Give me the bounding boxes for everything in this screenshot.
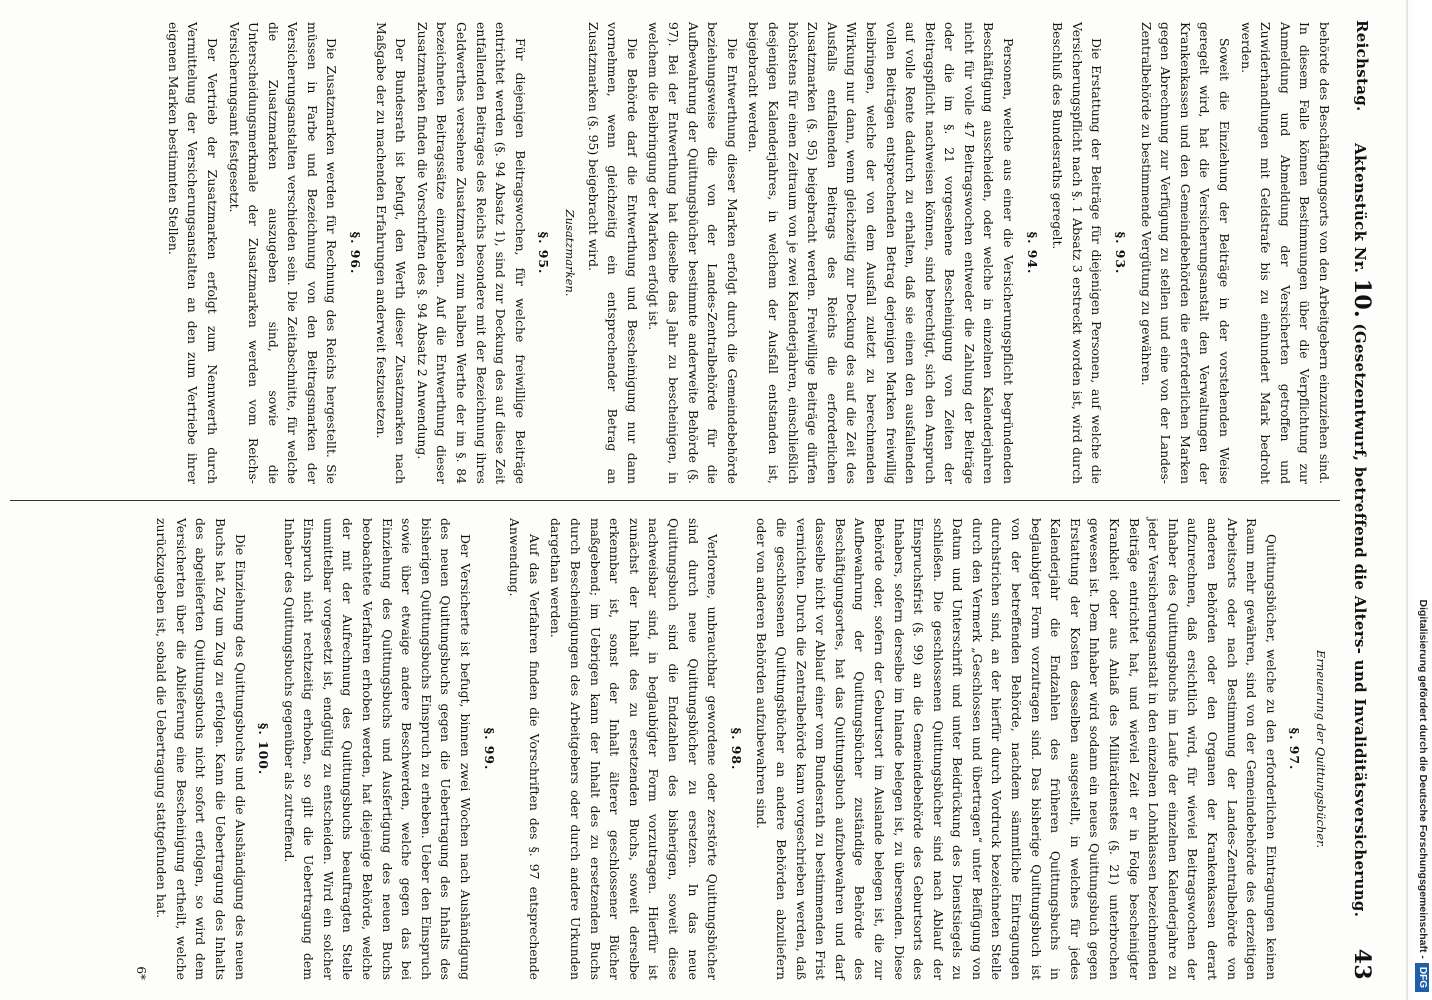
page-number: 43: [1349, 948, 1375, 980]
paragraph: Die Erstattung der Beiträge für diejenigen Personen, auf welche die Versicherungspflicht nach §. 1 Absatz 3 erstreckt worden ist, wird durch Beschluß des Bundesraths geregelt.: [1050, 22, 1105, 484]
header-left: Reichstag.: [1353, 20, 1371, 112]
dfg-logo: DFG: [1415, 963, 1429, 992]
page-header: [1342, 20, 1382, 980]
paragraph: Die Einziehung des Quittungsbuchs und die Aushändigung des neuen Buchs hat Zug um Zug zu erfolgen. Kann die Uebertragung des Inhalts des abgelieferten Quittungsbuchs nicht sofort erfolgen, so wird dem Versicherten über die Ablieferung eine Bescheinigung ertheilt, welche zurückzugeben ist, sobald die Uebertragung stattgefunden hat.: [154, 518, 248, 980]
section-heading: §. 98.: [728, 727, 744, 771]
page-edge: [1406, 0, 1408, 1000]
section-heading: §. 93.: [1113, 231, 1129, 275]
header-number: 10.: [1349, 278, 1375, 318]
section-heading: §. 97.: [1287, 727, 1303, 771]
paragraph: Soweit die Einziehung der Beiträge in der vorstehenden Weise geregelt wird, hat die Versicherungsanstalt den Verwaltungen der Krankenkassen und den Gemeindebehörden die erforderlichen Marken gegen Abrechnung zur Verfügung zu stellen und eine von der Landes-Zentralbehörde zu bestimmende Vergütung zu gewähren.: [1138, 22, 1233, 484]
paragraph: Die Entwerthung dieser Marken erfolgt durch die Gemeindebehörde beziehungsweise die von der Landes-Zentralbehörde für die Aufbewahrung der Quittungsbücher bestimmte anderweite Behörde (§. 97). Bei der Entwerthung hat dieselbe das Jahr zu bescheinigen, in welchem die Beibringung der Marken erfolgt ist.: [646, 22, 740, 484]
dfg-sidebar: [1414, 0, 1432, 1000]
subheading: Zusatzmarken.: [563, 209, 578, 297]
paragraph: Der Bundesrath ist befugt, den Werth dieser Zusatzmarken nach Maßgabe der zu machenden Erfahrungen anderweit festzusetzen.: [373, 22, 409, 484]
paragraph: Die Zusatzmarken werden für Rechnung des Reichs hergestellt. Sie müssen in Farbe und Bezeichnung von den Beitragsmarken der Versicherungsanstalten verschieden sein. Die Zeitabschnitte, für welche die Zusatzmarken auszugeben sind, sowie die Unterscheidungsmerkmale der Zusatzmarken werden vom Reichs-Versicherungsamt festgesetzt.: [226, 22, 340, 484]
subheading: Erneuerung der Quittungsbücher.: [1314, 649, 1328, 849]
header-title: [1349, 112, 1375, 949]
paragraph: Verlorene, unbrauchbar gewordene oder zerstörte Quittungsbücher sind durch neue Quittungsbücher zu ersetzen. In das neue Quittungsbuch sind die Endzahlen des bisherigen, soweit diese nachweisbar sind, in beglaubigter Form vorzutragen. Hierfür ist zunächst der Inhalt des zu ersetzenden Buchs, soweit derselbe erkennbar ist, sonst der Inhalt älterer geschlossener Bücher maßgebend; im Uebrigen kann der Inhalt des zu ersetzenden Buchs durch Bescheinigungen des Arbeitgebers oder durch andere Urkunden dargethan werden.: [548, 518, 721, 980]
column-divider: [10, 500, 1340, 501]
section-heading: §. 99.: [481, 727, 497, 771]
section-heading: §. 94.: [1024, 231, 1040, 275]
section-heading: §. 96.: [348, 231, 364, 275]
dfg-credit: Digitalisierung gefördert durch die Deutsche Forschungsgemeinschaft -: [1417, 599, 1429, 959]
signature-mark: 6*: [133, 966, 148, 980]
section-heading: §. 95.: [536, 231, 552, 275]
header-middle: (Gesetzentwurf, betreffend die Alters- und Invaliditätsversicherung.: [1351, 323, 1369, 918]
dfg-sidebar-text: [1414, 0, 1432, 1000]
right-column: [130, 518, 1334, 980]
paragraph: Der Versicherte ist befugt, binnen zwei Wochen nach Aushändigung des neuen Quittungsbuchs gegen die Uebertragung des Inhalts des bisherigen Quittungsbuchs Einspruch zu erheben. Ueber den Einspruch sowie über etwaige andere Beschwerden, welche gegen das bei Einziehung des Quittungsbuchs und Ausfertigung des neuen Buchs beobachtete Verfahren erhoben werden, hat diejenige Behörde, welche der mit der Aufrechnung des Quittungsbuchs beauftragten Stelle unmittelbar vorgesetzt ist, endgültig zu entscheiden. Wird ein solcher Einspruch nicht rechtzeitig erhoben, so gilt die Uebertragung dem Inhaber des Quittungsbuchs gegenüber als zutreffend.: [281, 518, 474, 980]
paragraph: Auf das Verfahren finden die Vorschriften des §. 97 entsprechende Anwendung.: [507, 518, 542, 980]
paragraph: Quittungsbücher, welche zu den erforderlichen Eintragungen keinen Raum mehr gewähren, sind von der Gemeindebehörde des derzeitigen Arbeitsorts oder nach Bestimmung der Landes-Zentralbehörde von anderen Behörden oder den Organen der Krankenkassen derart aufzurechnen, daß ersichtlich wird, für wieviel Beitragswochen der Inhaber des Quittungsbuchs im Laufe der einzelnen Kalenderjahre zu jeder Versicherungsanstalt in den einzelnen Lohnklassen bezeichnenden Beiträge entrichtet hat, und wieviel Zeit er in Folge bescheinigter Krankheit oder aus Anlaß des Militärdienstes (§. 21) unterbrochen gewesen ist. Dem Inhaber wird sodann ein neues Quittungsbuch gegen Erstattung der Kosten desselben ausgestellt, in welches für jedes Kalenderjahr die Endzahlen des früheren Quittungsbuchs in beglaubigter Form vorzutragen sind. Das bisherige Quittungsbuch ist von der betreffenden Behörde, nachdem sämmtliche Eintragungen durchstrichen sind, an der hierfür durch Vordruck bezeichneten Stelle durch den Vermerk „Geschlossen und übertragen“ unter Beifügung von Datum und Unterschrift und unter Beidrückung des Dienstsiegels zu schließen. Die geschlossenen Quittungsbücher sind nach Ablauf der Einspruchsfrist (§. 99) an die Gemeindebehörde des Geburtsorts des Inhabers, sofern derselbe im Inlande belegen ist, zu übersenden. Diese Behörde oder, sofern der Geburtsort im Auslande belegen ist, die zur Aufbewahrung der Quittungsbücher zuständige Behörde des Beschäftigungsortes, hat das Quittungsbuch aufzubewahren und darf dasselbe nicht vor Ablauf einer vom Bundesrath zu bestimmenden Frist vernichten. Durch die Zentralbehörde kann vorgeschrieben werden, daß die geschlossenen Quittungsbücher an andere Behörden abzuliefern oder von anderen Behörden aufzubewahren sind.: [754, 518, 1279, 980]
left-column: [161, 22, 1334, 484]
paragraph: Für diejenigen Beitragswochen, für welche freiwillige Beiträge entrichtet werden (§. 94 Absatz 1), sind zur Deckung des auf diese Zeit entfallenden Beitrages des Reichs besondere mit der Bezeichnung ihres Geldwerthes versehene Zusatzmarken zum halben Werthe der im §. 84 bezeichneten Beitragssätze einzukleben. Auf die Entwerthung dieser Zusatzmarken finden die Vorschriften des §. 94 Absatz 2 Anwendung.: [414, 22, 528, 484]
paragraph: Personen, welche aus einer die Versicherungspflicht begründenden Beschäftigung ausscheiden, oder welche in einzelnen Kalenderjahren nicht für volle 47 Beitragswochen entweder die Zahlung der Beiträge oder die im §. 21 vorgesehene Bescheinigung von Zeiten der Beitragspflicht nachweisen können, sind berechtigt, sich den Anspruch auf volle Rente dadurch zu erhalten, daß sie einen den ausfallenden vollen Beiträgen entsprechenden Betrag derjenigen Marken freiwillig beibringen, welche der von dem Ausfall zuletzt zu berechnenden Wirkung nur dann, wenn gleichzeitig zur Deckung des auf die Zeit des Ausfalls entfallenden Beitrags des Reichs die erforderlichen Zusatzmarken (§. 95) beigebracht werden. Freiwillige Beiträge dürfen höchstens für einen Zeitraum von je zwei Kalenderjahren, einschließlich desjenigen Kalenderjahres, in welchem der Ausfall entstanden ist, beigebracht werden.: [746, 22, 1017, 484]
paragraph: Die Behörde darf die Entwerthung und Bescheinigung nur dann vornehmen, wenn gleichzeitig ein entsprechender Betrag an Zusatzmarken (§. 95) beigebracht wird.: [585, 22, 640, 484]
section-heading: §. 100.: [256, 722, 272, 776]
paragraph: behörde des Beschäftigungsorts von den Arbeitgebern einzuziehen sind. In diesem Falle können Bestimmungen über die Verpflichtung zur Anmeldung und Abmeldung der Versicherten getroffen und Zuwiderhandlungen mit Geldstrafe bis zu einhundert Mark bedroht werden.: [1238, 22, 1332, 484]
paragraph: Der Vertrieb der Zusatzmarken erfolgt zum Nennwerth durch Vermittelung der Versicherungsanstalten an den zum Vertriebe ihrer eigenen Marken bestimmten Stellen.: [165, 22, 220, 484]
header-prefix: Aktenstück Nr.: [1351, 143, 1369, 274]
